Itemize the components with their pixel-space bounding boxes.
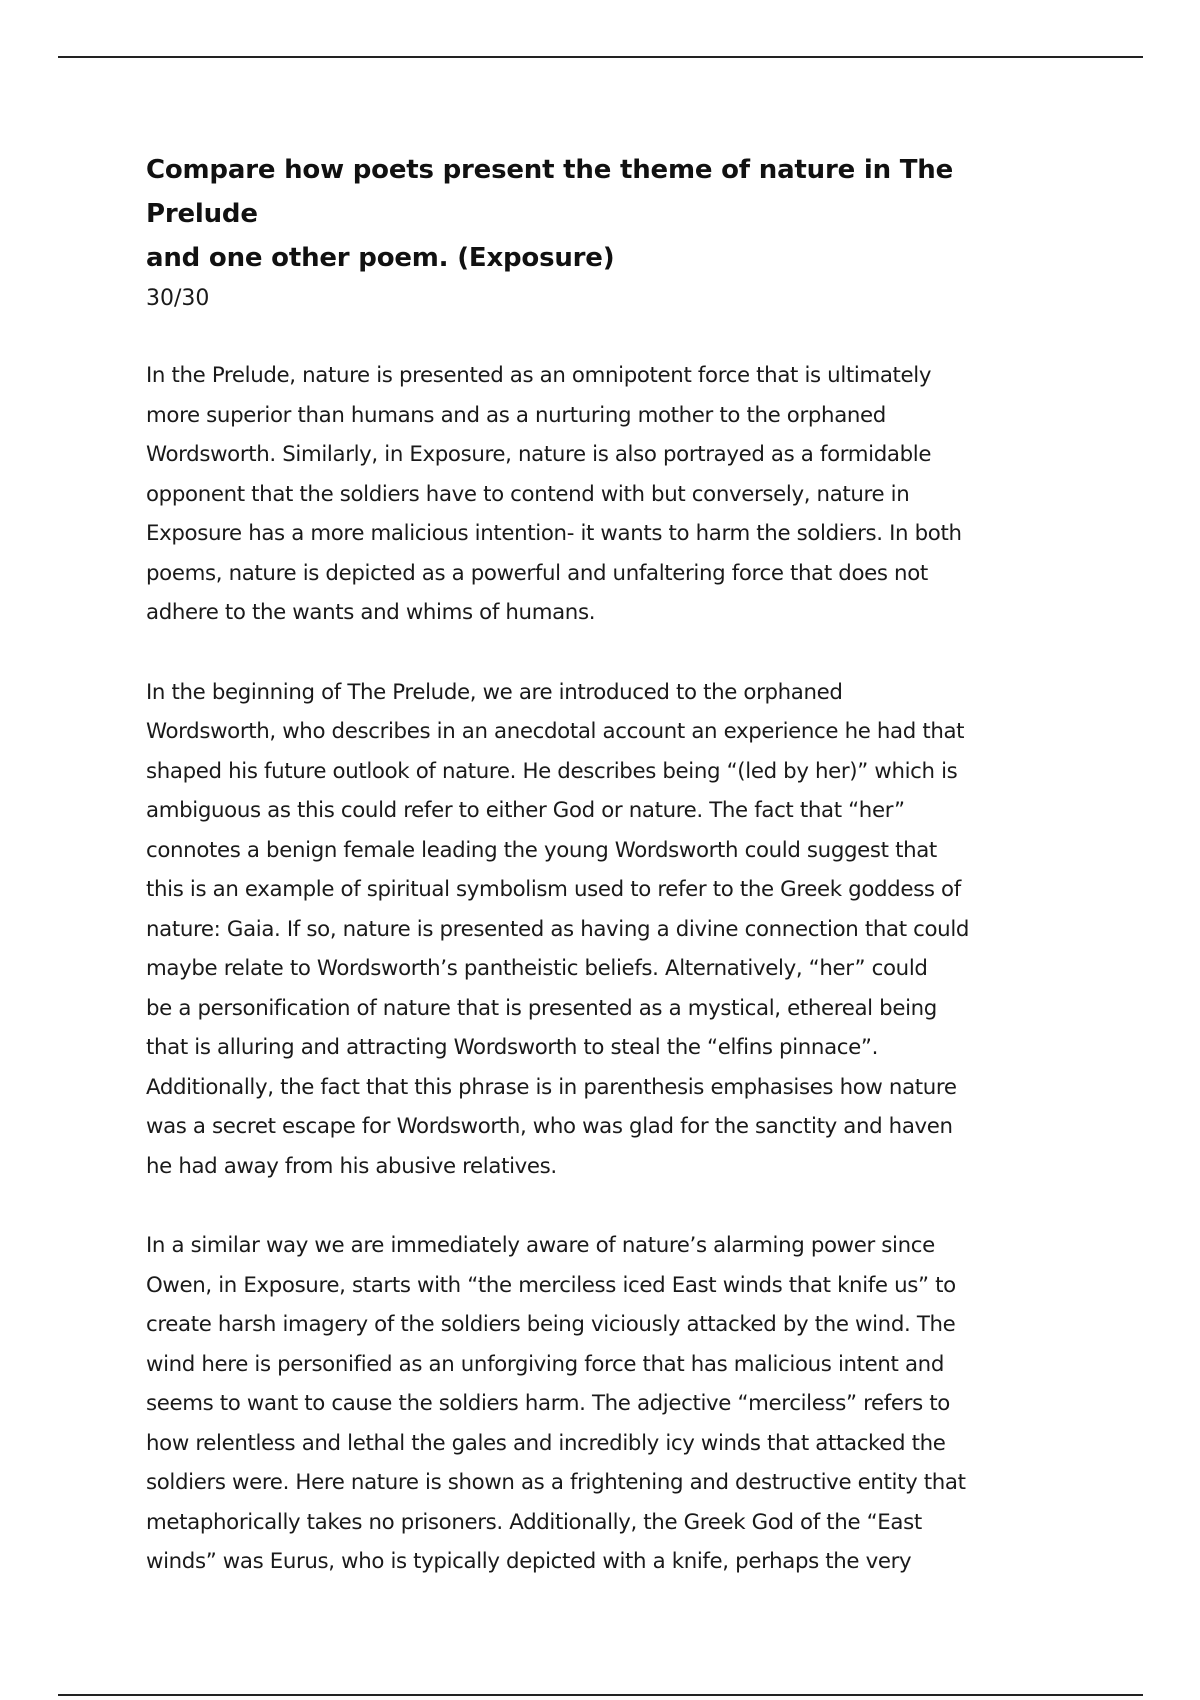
paragraph-line: metaphorically takes no prisoners. Additionally, the Greek God of the “East <box>146 1509 922 1535</box>
paragraph-1 <box>146 356 1066 633</box>
paragraph-line: he had away from his abusive relatives. <box>146 1153 557 1179</box>
paragraph-line: was a secret escape for Wordsworth, who was glad for the sanctity and haven <box>146 1114 953 1139</box>
paragraph-line: opponent that the soldiers have to contend with but conversely, nature in <box>146 481 910 507</box>
paragraph-line: winds” was Eurus, who is typically depicted with a knife, perhaps the very <box>146 1549 912 1574</box>
paragraph-line: soldiers were. Here nature is shown as a frightening and destructive entity that <box>146 1470 966 1495</box>
paragraph-line: In the Prelude, nature is presented as an omnipotent force that is ultimately <box>146 363 932 388</box>
paragraph-line: maybe relate to Wordsworth’s pantheistic beliefs. Alternatively, “her” could <box>146 956 928 981</box>
paragraph-line: ambiguous as this could refer to either God or nature. The fact that “her” <box>146 798 905 823</box>
score: 30/30 <box>146 286 210 311</box>
paragraph-line: more superior than humans and as a nurturing mother to the orphaned <box>146 402 886 428</box>
paragraph-line: be a personification of nature that is presented as a mystical, ethereal being <box>146 995 937 1021</box>
paragraph-line: poems, nature is depicted as a powerful and unfaltering force that does not <box>146 560 928 586</box>
paragraph-line: that is alluring and attracting Wordsworth to steal the “elfins pinnace”. <box>146 1035 878 1060</box>
paragraph-line: In the beginning of The Prelude, we are introduced to the orphaned <box>146 679 843 705</box>
paragraph-line: this is an example of spiritual symbolism used to refer to the Greek goddess of <box>146 877 961 902</box>
paragraph-line: Wordsworth, who describes in an anecdotal account an experience he had that <box>146 719 965 744</box>
paragraph-line: nature: Gaia. If so, nature is presented as having a divine connection that could <box>146 916 970 942</box>
paragraph-line: Wordsworth. Similarly, in Exposure, nature is also portrayed as a formidable <box>146 442 932 467</box>
paragraph-line: wind here is personified as an unforgiving force that has malicious intent and <box>146 1351 944 1377</box>
paragraph-line: Exposure has a more malicious intention- it wants to harm the soldiers. In both <box>146 521 962 546</box>
paragraph-line: Owen, in Exposure, starts with “the merciless iced East winds that knife us” to <box>146 1272 956 1298</box>
paragraph-line: create harsh imagery of the soldiers being viciously attacked by the wind. The <box>146 1312 956 1337</box>
paragraph-line: seems to want to cause the soldiers harm. The adjective “merciless” refers to <box>146 1391 950 1416</box>
essay-title <box>146 148 1066 280</box>
paragraph-line: Additionally, the fact that this phrase is in parenthesis emphasises how nature <box>146 1074 957 1100</box>
paragraph-3 <box>146 1226 1066 1582</box>
paragraph-2 <box>146 673 1066 1187</box>
paragraph-line: connotes a benign female leading the young Wordsworth could suggest that <box>146 837 937 863</box>
top-rule <box>58 56 1143 58</box>
title-line: Compare how poets present the theme of nature in The Prelude <box>146 155 954 229</box>
paragraph-line: how relentless and lethal the gales and incredibly icy winds that attacked the <box>146 1430 946 1456</box>
bottom-rule <box>58 1694 1143 1696</box>
document-body <box>146 148 1066 1582</box>
paragraph-line: In a similar way we are immediately aware of nature’s alarming power since <box>146 1233 935 1258</box>
paragraph-line: adhere to the wants and whims of humans. <box>146 600 596 625</box>
paragraph-line: shaped his future outlook of nature. He describes being “(led by her)” which is <box>146 758 958 784</box>
title-line: and one other poem. (Exposure) <box>146 243 615 273</box>
